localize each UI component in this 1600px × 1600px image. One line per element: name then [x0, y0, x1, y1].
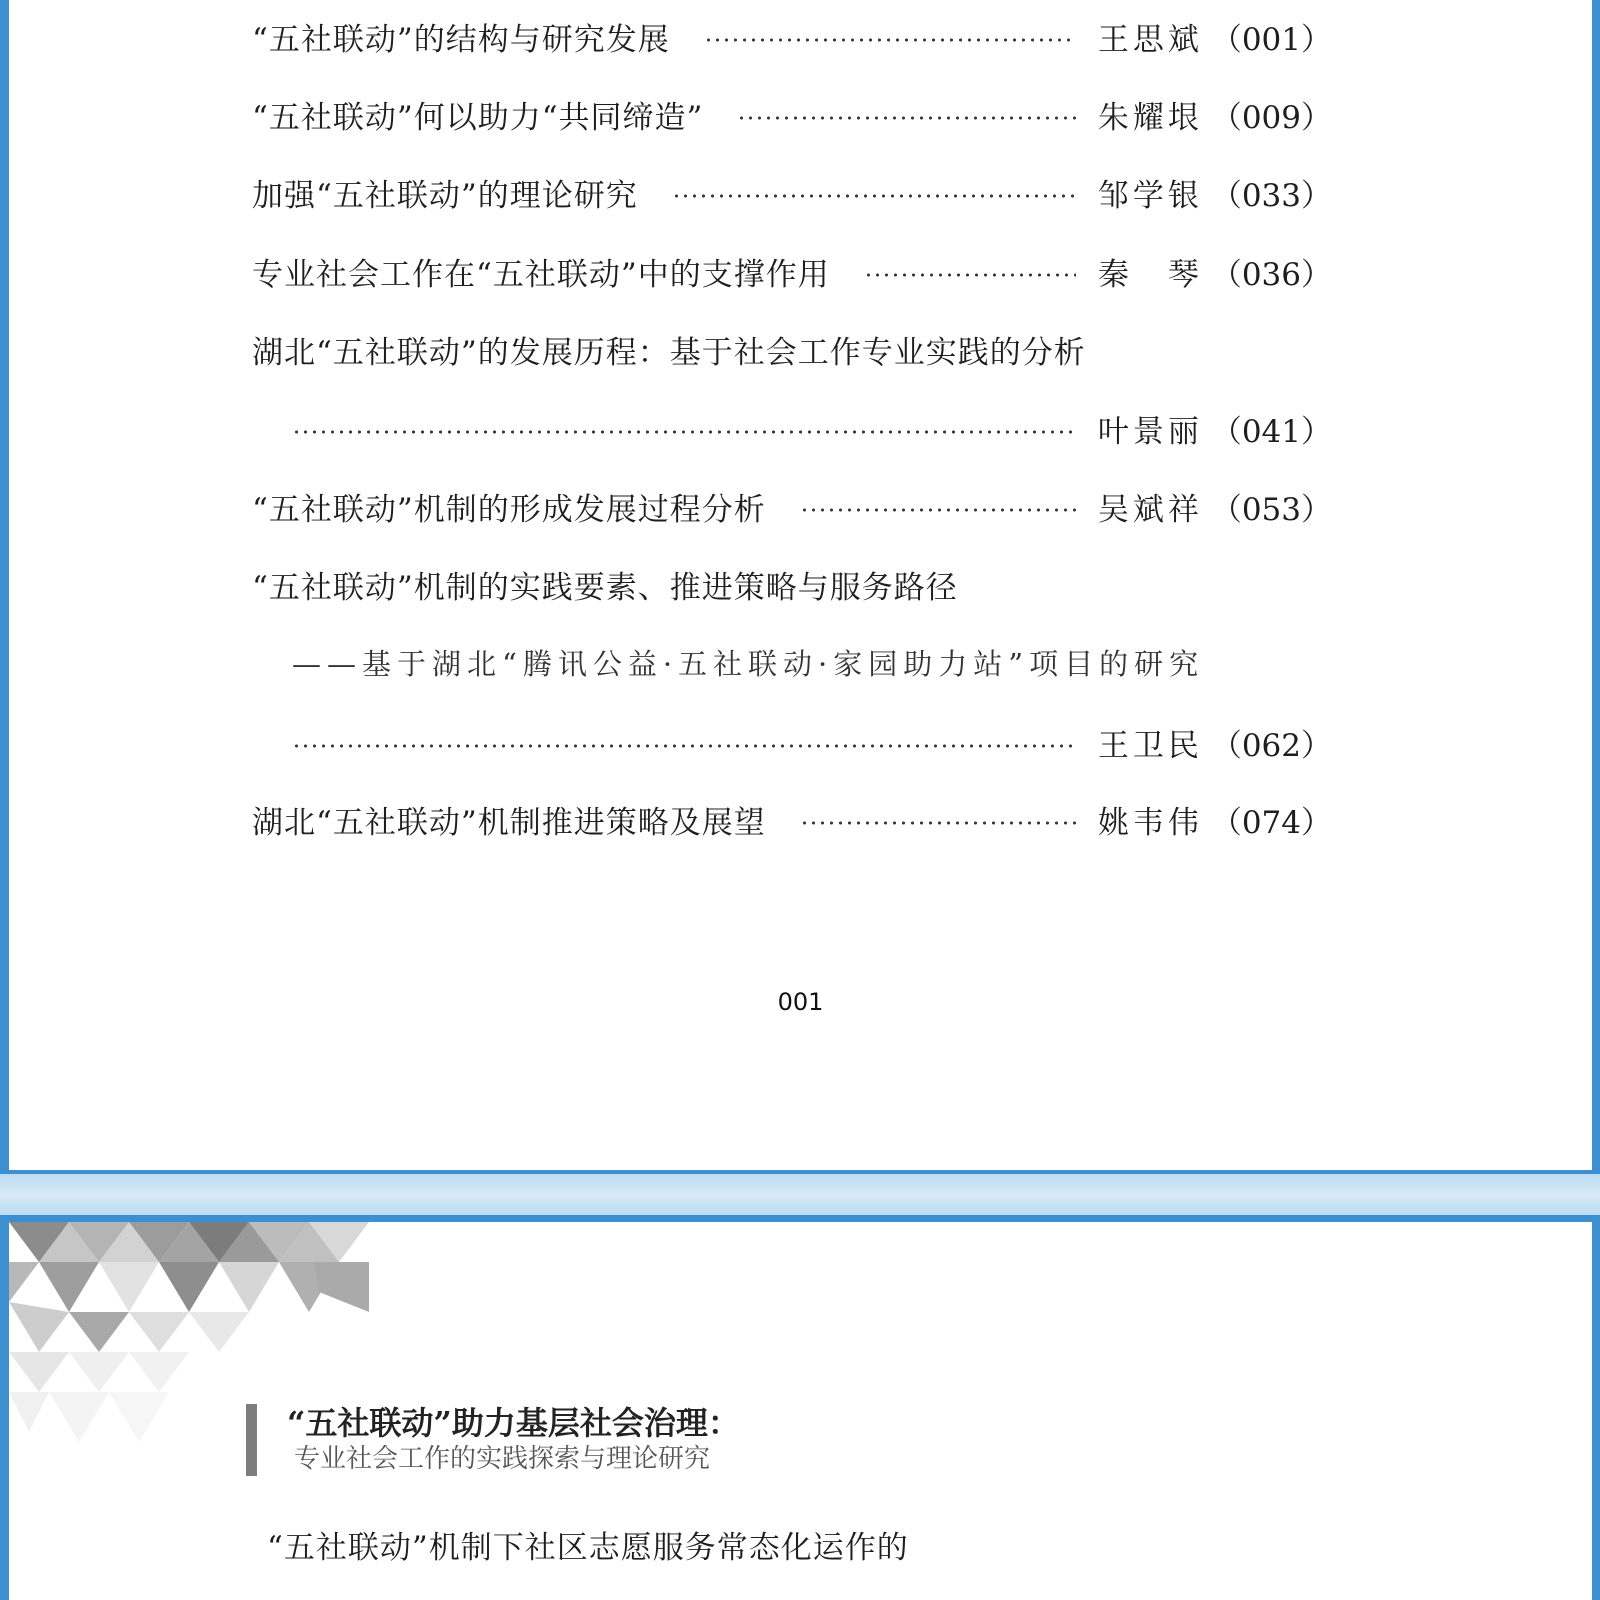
toc-entry-page: （062） — [1210, 727, 1332, 764]
dot-leader — [292, 427, 1076, 437]
toc-entry-title: 加强“五社联动”的理论研究 — [252, 177, 638, 214]
toc-entry-title: “五社联动”的结构与研究发展 — [252, 21, 670, 58]
toc-entry-title-line[interactable]: “五社联动”机制下社区志愿服务常态化运作的 — [267, 1530, 909, 1566]
page-separator — [0, 1170, 1600, 1219]
toc-entry-page: （036） — [1210, 256, 1332, 293]
toc-entry-title-line[interactable]: 湖北“五社联动”的发展历程：基于社会工作专业实践的分析 — [252, 334, 1086, 371]
toc-entry[interactable] — [292, 720, 1332, 764]
dot-leader — [800, 505, 1076, 515]
dot-leader — [672, 191, 1076, 201]
dot-leader — [292, 741, 1076, 751]
toc-entry-page: （001） — [1210, 21, 1332, 58]
dot-leader — [704, 35, 1076, 45]
toc-entry-author: 吴斌祥 — [1097, 491, 1203, 528]
toc-entry[interactable] — [252, 170, 1332, 214]
toc-entry-page: （074） — [1210, 804, 1332, 841]
toc-entry[interactable] — [252, 249, 1332, 293]
toc-entry-title-line[interactable]: “五社联动”机制的实践要素、推进策略与服务路径 — [252, 569, 958, 606]
toc-page — [9, 0, 1592, 1170]
toc-entry-title: “五社联动”何以助力“共同缔造” — [252, 99, 704, 136]
toc-entry-author: 叶景丽 — [1097, 413, 1203, 450]
toc-entry-page: （053） — [1210, 491, 1332, 528]
toc-entry-author: 邹学银 — [1097, 177, 1203, 214]
next-page — [9, 1222, 1592, 1600]
toc-entry[interactable] — [252, 797, 1332, 841]
toc-entry-page: （033） — [1210, 177, 1332, 214]
toc-entry-title: 湖北“五社联动”机制推进策略及展望 — [252, 804, 766, 841]
page-number: 001 — [777, 988, 824, 1016]
book-title: “五社联动”助力基层社会治理： — [287, 1404, 740, 1442]
dot-leader — [864, 270, 1076, 280]
book-subtitle: 专业社会工作的实践探索与理论研究 — [294, 1444, 711, 1474]
toc-entry-page: （041） — [1210, 413, 1332, 450]
toc-entry-author: 王卫民 — [1097, 727, 1203, 764]
toc-entry-subtitle: ——基于湖北“腾讯公益·五社联动·家园助力站”项目的研究 — [292, 646, 1205, 681]
toc-entry-title: “五社联动”机制的形成发展过程分析 — [252, 491, 766, 528]
dot-leader — [800, 818, 1076, 828]
toc-entry[interactable] — [252, 14, 1332, 58]
toc-entry[interactable] — [292, 406, 1332, 450]
toc-entry-page: （009） — [1210, 99, 1332, 136]
toc-entry-author: 朱耀垠 — [1097, 99, 1203, 136]
toc-entry-author: 秦 琴 — [1097, 256, 1203, 293]
toc-entry-title: 专业社会工作在“五社联动”中的支撑作用 — [252, 256, 830, 293]
toc-entry[interactable] — [252, 92, 1332, 136]
dot-leader — [737, 113, 1075, 123]
toc-entry-author: 王思斌 — [1097, 21, 1203, 58]
toc-entry[interactable] — [252, 484, 1332, 528]
title-accent-bar — [246, 1404, 257, 1476]
toc-entry-author: 姚韦伟 — [1097, 804, 1203, 841]
